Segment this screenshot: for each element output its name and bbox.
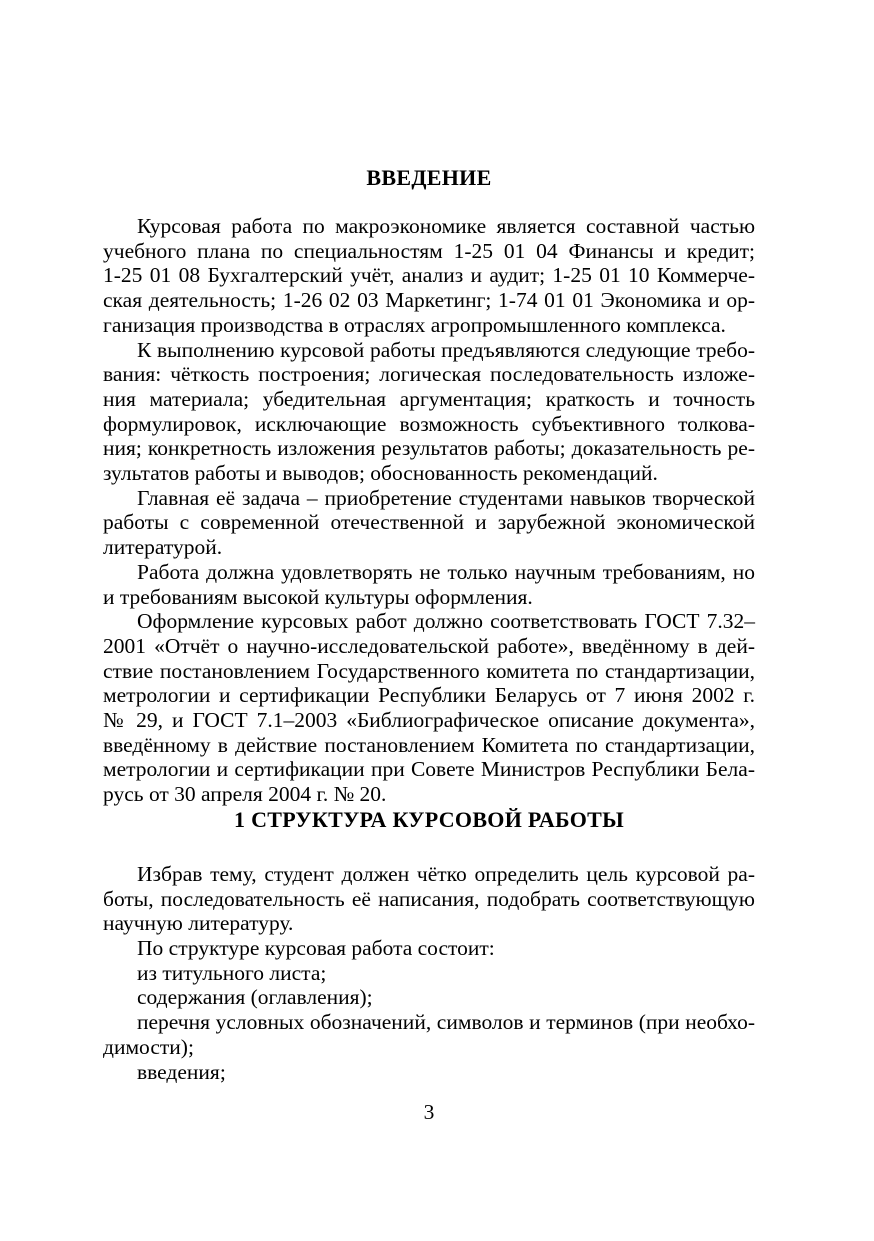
text-line: Работа должна удовлетворять не только научным требованиям, но	[137, 559, 755, 584]
document-title: ВВЕДЕНИЕ	[366, 165, 492, 190]
text-line: содержания (оглавления);	[137, 985, 373, 1010]
text-line: введения;	[137, 1059, 226, 1084]
page-number: 3	[423, 1100, 435, 1124]
text-line: 2001 «Отчёт о научно-исследовательской работе», введённому в дей-	[103, 633, 755, 658]
paragraph	[103, 609, 755, 807]
paragraph	[103, 1060, 755, 1085]
text-line: Главная её задача – приобретение студентами навыков творческой	[137, 485, 755, 510]
text-line: димости);	[103, 1034, 194, 1059]
text-line: ния; конкретность изложения результатов работы; доказательность ре-	[103, 436, 755, 461]
text-line: ганизация производства в отраслях агропромышленного комплекса.	[103, 312, 726, 337]
text-line: ствие постановлением Государственного комитета по стандартизации,	[103, 658, 755, 683]
text-line: из титульного листа;	[137, 960, 327, 985]
text-line: русь от 30 апреля 2004 г. № 20.	[103, 782, 387, 807]
paragraph	[103, 961, 755, 986]
text-line: По структуре курсовая работа состоит:	[137, 935, 495, 960]
text-line: перечня условных обозначений, символов и терминов (при необхо-	[137, 1010, 755, 1035]
text-line: зультатов работы и выводов; обоснованность рекомендаций.	[103, 461, 658, 486]
paragraph	[103, 560, 755, 609]
paragraph	[103, 936, 755, 961]
text-line: Оформление курсовых работ должно соответствовать ГОСТ 7.32–	[137, 609, 755, 634]
text-line: литературой.	[103, 535, 223, 560]
paragraph	[103, 214, 755, 338]
paragraph	[103, 486, 755, 560]
text-line: работы с современной отечественной и зарубежной экономической	[103, 510, 755, 535]
text-line: вания: чёткость построения; логическая последовательность изложе-	[103, 362, 755, 387]
text-line: формулировок, исключающие возможность субъективного толкова-	[103, 411, 755, 436]
text-line: научную литературу.	[103, 911, 294, 936]
section-heading: 1 СТРУКТУРА КУРСОВОЙ РАБОТЫ	[233, 806, 625, 832]
text-line: К выполнению курсовой работы предъявляются следующие требо-	[137, 337, 755, 362]
text-line: Курсовая работа по макроэкономике является составной частью	[137, 214, 755, 238]
text-line: введённому в действие постановлением Комитета по стандартизации,	[103, 732, 755, 757]
text-line: метрологии и сертификации Республики Беларусь от 7 июня 2002 г.	[103, 683, 755, 708]
paragraph	[103, 985, 755, 1010]
text-line: ния материала; убедительная аргументация; краткость и точность	[103, 386, 755, 411]
text-line: ская деятельность; 1-26 02 03 Маркетинг; 1-74 01 01 Экономика и ор-	[103, 288, 755, 313]
document-body	[103, 165, 755, 1084]
text-line: № 29, и ГОСТ 7.1–2003 «Библиографическое описание документа»,	[103, 708, 755, 733]
paragraph	[103, 862, 755, 936]
paragraph	[103, 1010, 755, 1059]
text-line: метрологии и сертификации при Совете Министров Республики Бела-	[103, 757, 755, 782]
text-line: учебного плана по специальностям 1-25 01 04 Финансы и кредит;	[103, 238, 755, 263]
text-line: и требованиям высокой культуры оформления.	[103, 584, 533, 609]
paragraph	[103, 338, 755, 486]
text-line: боты, последовательность её написания, подобрать соответствующую	[103, 886, 755, 911]
text-line: Избрав тему, студент должен чётко определить цель курсовой ра-	[137, 861, 755, 886]
text-line: 1-25 01 08 Бухгалтерский учёт, анализ и аудит; 1-25 01 10 Коммерче-	[103, 263, 755, 288]
